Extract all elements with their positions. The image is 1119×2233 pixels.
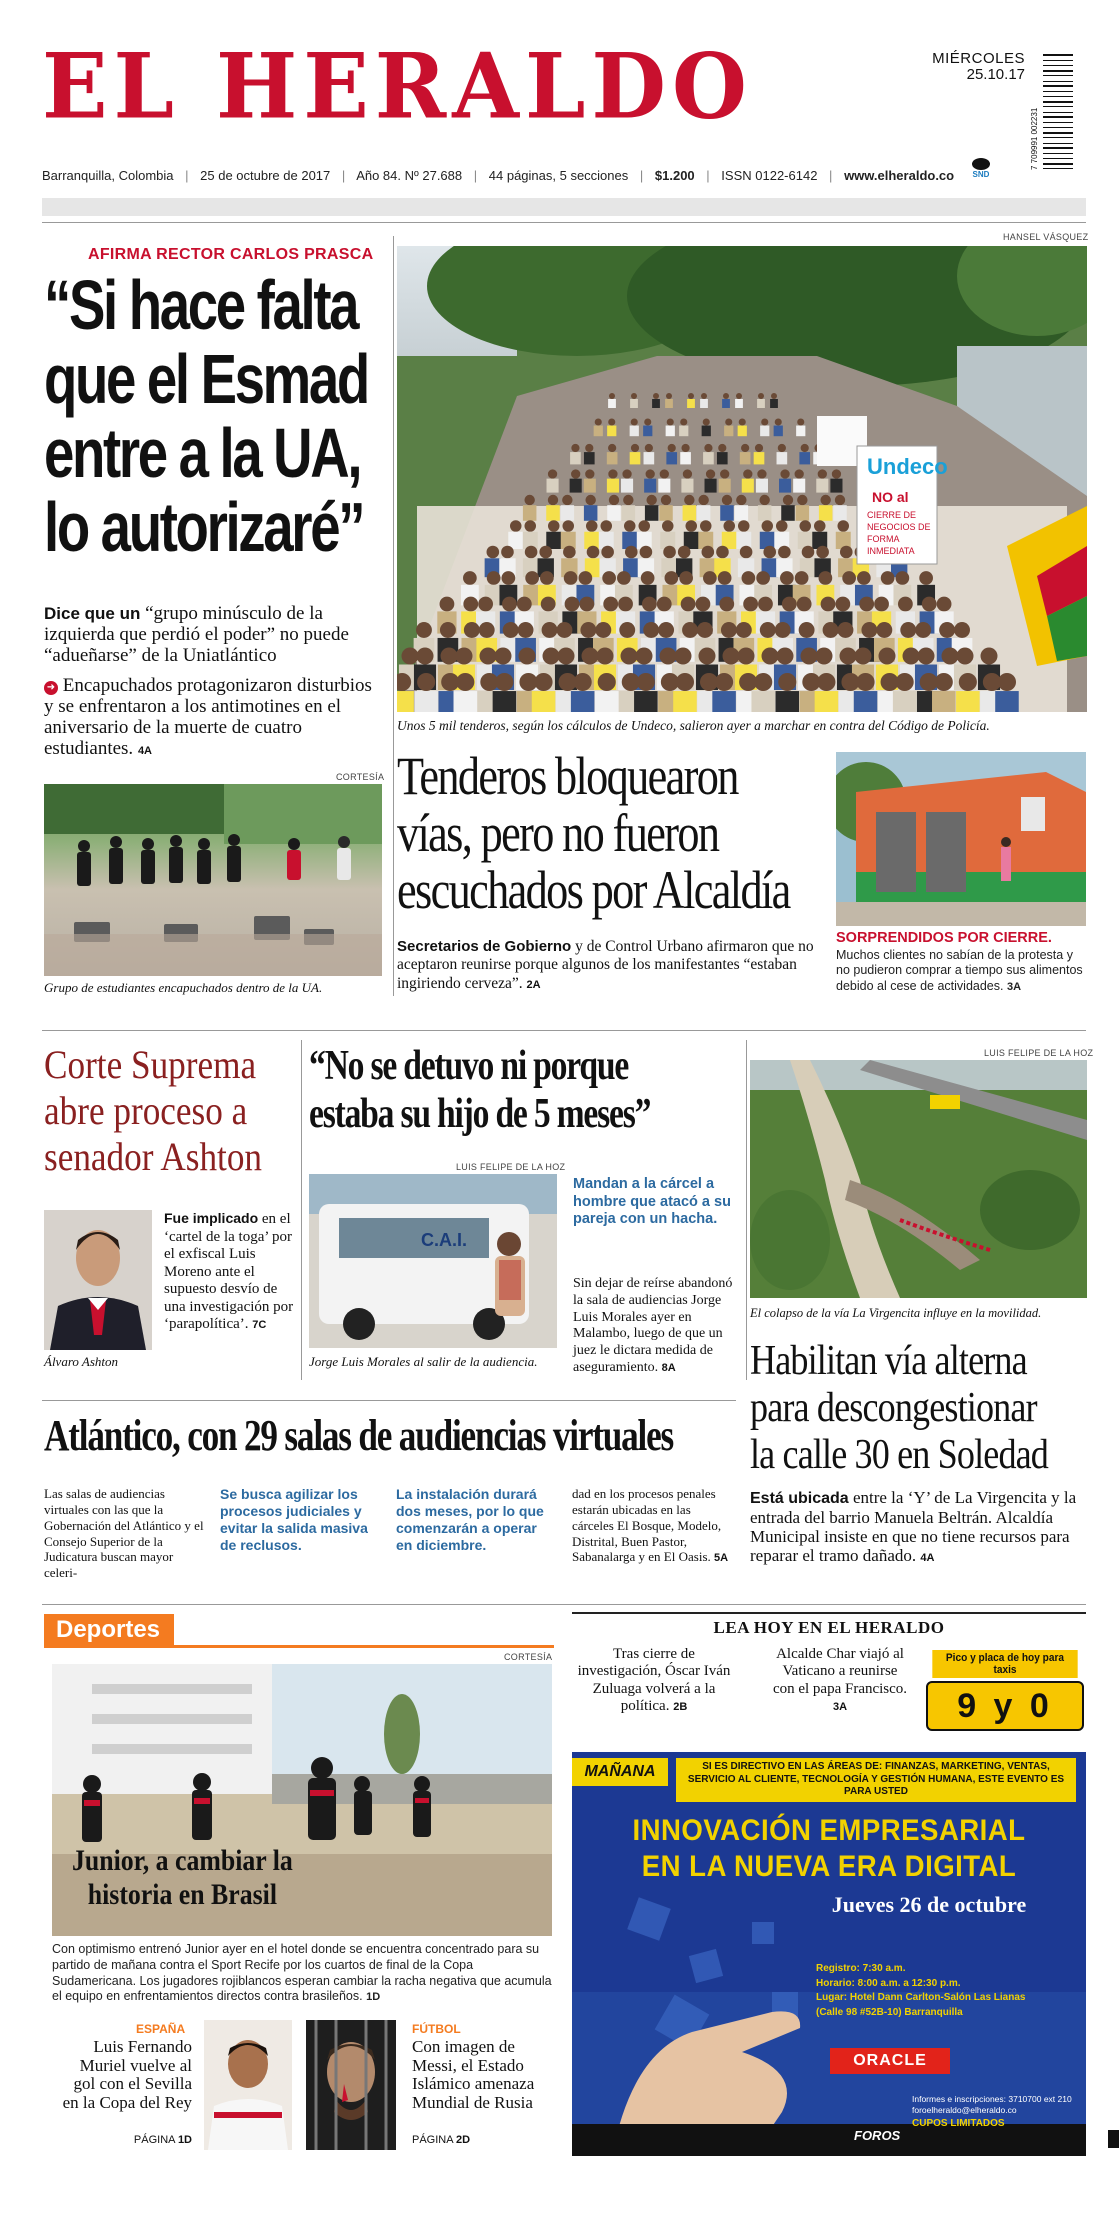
ad-footer-line-1: Informes e inscripciones: 3710700 ext 210: [912, 2094, 1072, 2104]
atlantico-headline: Atlántico, con 29 salas de audiencias virtuales: [44, 1411, 674, 1460]
lead-bullet: [44, 676, 384, 760]
lea-hoy-item-1-ref[interactable]: 2B: [673, 1700, 688, 1713]
snd-icon: [972, 158, 990, 170]
road-body: [750, 1488, 1088, 1565]
lead-headline-line-4: lo autorizaré”: [44, 488, 364, 566]
students-photo-credit: CORTESÍA: [336, 772, 385, 782]
red-arrow-icon: ➜: [44, 681, 58, 695]
morales-blue-summary: Mandan a la cárcel a hombre que atacó a su pareja con un hacha.: [573, 1176, 731, 1228]
messi-kicker: FÚTBOL: [412, 2022, 461, 2036]
barcode: [1043, 54, 1079, 177]
ashton-headline-line-3: senador Ashton: [44, 1134, 263, 1179]
info-year-number: Año 84. Nº 27.688: [356, 168, 463, 183]
road-page-ref[interactable]: 4A: [920, 1551, 935, 1564]
ad-foros-logo: FOROS: [854, 2128, 901, 2143]
mid-divider-2: [42, 1604, 1086, 1605]
lead-column-divider: [393, 236, 394, 996]
road-body-rest: entre la ‘Y’ de La Virgencita y la entrada del barrio Manuela Beltrán. Alcaldía Municipal insiste en que no tiene recursos para reparar el tramo dañado.: [750, 1488, 1077, 1565]
muriel-page: [54, 2134, 192, 2146]
march-photo-credit: HANSEL VÁSQUEZ: [1003, 232, 1089, 242]
march-headline-line-1: Tenderos bloquearon: [397, 746, 738, 806]
deportes-section-text: Deportes: [56, 1616, 161, 1643]
ashton-photo-caption: Álvaro Ashton: [44, 1354, 119, 1369]
lead-headline: [44, 268, 384, 564]
lead-deck-rest: “grupo minúsculo de la izquierda que perdió el poder” no puede “adueñarse” de la Uniatlántico: [44, 603, 349, 666]
masthead-gray-band: [42, 198, 1086, 216]
atlantico-col-4-text: dad en los procesos penales estarán ubicadas en las cárceles El Bosque, Modelo, Distrital, Buen Pastor, Sabanalarga y en El Oasis.: [572, 1486, 722, 1565]
junior-page-ref[interactable]: 1D: [366, 1991, 381, 2004]
info-date: 25 de octubre de 2017: [200, 168, 331, 183]
ashton-divider: [301, 1040, 302, 1380]
shop-page-ref[interactable]: 3A: [1006, 980, 1022, 993]
info-pages: 44 páginas, 5 secciones: [488, 168, 629, 183]
ad-manana-banner: MAÑANA: [572, 1758, 668, 1786]
road-headline: [750, 1338, 1110, 1479]
pico-placa-box: [926, 1650, 1084, 1725]
ad-title-1: INNOVACIÓN EMPRESARIAL: [632, 1814, 1026, 1847]
svg-text:FORMA: FORMA: [867, 534, 900, 544]
ad-details: [816, 1962, 1076, 2020]
info-issn: ISSN 0122-6142: [721, 168, 818, 183]
road-body-lead: Está ubicada: [750, 1490, 849, 1507]
muriel-page-label: PÁGINA: [133, 2134, 175, 2146]
lea-hoy-item-2-ref[interactable]: 3A: [832, 1700, 848, 1713]
masthead-weekday: MIÉRCOLES: [932, 50, 1025, 67]
ad-details-line-4: (Calle 98 #52B-10) Barranquilla: [816, 2006, 963, 2018]
road-headline-line-1: Habilitan vía alterna: [750, 1338, 1027, 1384]
morales-headline-line-2: estaba su hijo de 5 meses”: [309, 1091, 651, 1137]
morales-body-text: Sin dejar de reírse abandonó la sala de audiencias Jorge Luis Morales ayer en Malambo, luego de que un juez le dictara medida de aseguramiento.: [573, 1276, 733, 1375]
lead-bullet-text: Encapuchados protagonizaron disturbios y se enfrentaron a los antimotines en el aniversario de la muerte de cuatro estudiantes.: [44, 675, 372, 759]
ad-date: Jueves 26 de octubre: [831, 1892, 1027, 1917]
info-price: $1.200: [654, 168, 695, 183]
info-website[interactable]: www.elheraldo.co: [844, 168, 955, 183]
junior-photo: [52, 1664, 552, 1936]
morales-page-ref[interactable]: 8A: [661, 1361, 676, 1374]
road-photo: [750, 1060, 1087, 1298]
march-photo-caption: Unos 5 mil tenderos, según los cálculos de Undeco, salieron ayer a marchar en contra del Código de Policía.: [397, 718, 990, 733]
messi-photo: [306, 2020, 396, 2150]
morales-photo-credit: LUIS FELIPE DE LA HOZ: [456, 1162, 566, 1172]
ad-sponsor-logo: ORACLE: [830, 2048, 950, 2074]
mid-divider-1: [42, 1030, 1086, 1031]
march-page-ref[interactable]: 2A: [526, 978, 541, 991]
ad-title-2: EN LA NUEVA ERA DIGITAL: [641, 1850, 1017, 1883]
lea-hoy-item-1-text: Tras cierre de investigación, Óscar Iván Zuluaga volverá a la política.: [577, 1646, 731, 1714]
road-photo-credit: LUIS FELIPE DE LA HOZ: [984, 1048, 1094, 1058]
top-divider: [42, 222, 1086, 223]
ashton-photo: [44, 1210, 152, 1350]
march-body-rest: y de Control Urbano afirmaron que no aceptaron reunirse porque algunos de los manifestantes “estaban ingiriendo cerveza”.: [397, 938, 814, 992]
pico-placa-label: Pico y placa de hoy para taxis: [932, 1650, 1077, 1678]
lead-kicker: AFIRMA RECTOR CARLOS PRASCA: [88, 246, 374, 263]
junior-headline-line-1: Junior, a cambiar la: [72, 1844, 293, 1877]
deportes-section-label: [44, 1614, 174, 1646]
ashton-page-ref[interactable]: 7C: [252, 1319, 267, 1332]
atlantico-col-3: La instalación durará dos meses, por lo que comenzarán a operar en diciembre.: [396, 1486, 544, 1554]
junior-body-text: Con optimismo entrenó Junior ayer en el hotel donde se encuentra concentrado para su partido de mañana contra el Sport Recife por los cuartos de final de la Copa Sudamericana. Los jugadores rojiblancos esperan cambiar la racha negativa que acumula el equipo en enfrentamientos directos contra brasileños.: [52, 1942, 552, 2004]
messi-text[interactable]: Con imagen de Messi, el Estado Islámico amenaza Mundial de Rusia: [412, 2037, 535, 2113]
muriel-kicker: ESPAÑA: [136, 2022, 186, 2036]
road-headline-line-3: la calle 30 en Soledad: [750, 1432, 1049, 1478]
ad-footer: [912, 2094, 1082, 2130]
lead-headline-line-1: “Si hace falta: [44, 266, 358, 344]
messi-page: [412, 2134, 552, 2146]
lead-headline-line-2: que el Esmad: [44, 340, 368, 418]
atlantico-col-4: [572, 1486, 734, 1566]
lea-hoy-top-rule: [572, 1612, 1086, 1614]
students-photo-caption: Grupo de estudiantes encapuchados dentro de la UA.: [44, 980, 323, 995]
morales-photo-caption: Jorge Luis Morales al salir de la audiencia.: [309, 1354, 538, 1369]
march-headline-line-3: escuchados por Alcaldía: [397, 860, 790, 920]
messi-page-ref[interactable]: 2D: [456, 2134, 471, 2146]
junior-headline: [62, 1844, 362, 1912]
junior-body: [52, 1942, 552, 2005]
lead-deck-lead: Dice que un: [44, 604, 141, 623]
shop-text: [836, 948, 1088, 994]
ad-footer-line-2[interactable]: foroelheraldo@elheraldo.co: [912, 2105, 1017, 2116]
van-text: C.A.I.: [421, 1230, 468, 1250]
morales-headline-line-1: “No se detuvo ni porque: [309, 1043, 629, 1089]
lea-hoy-item-2-text: Alcalde Char viajó al Vaticano a reunirse con el papa Francisco.: [772, 1646, 908, 1697]
lea-hoy-item-2[interactable]: [770, 1646, 910, 1715]
snd-logo: [966, 158, 996, 179]
snd-label: SND: [972, 170, 990, 179]
barcode-number: 7 709991 002231: [1030, 107, 1039, 170]
shop-photo: [836, 752, 1086, 926]
lea-hoy-title: LEA HOY EN EL HERALDO: [713, 1618, 945, 1637]
ashton-headline: [44, 1042, 304, 1180]
undeco-sign-logo: Undeco: [867, 454, 948, 479]
ad-footer-line-3: CUPOS LIMITADOS: [912, 2117, 1005, 2129]
march-headline: [397, 748, 827, 919]
atlantico-col-2: Se busca agilizar los procesos judiciales y evitar la salida masiva de reclusos.: [220, 1486, 368, 1554]
ad-details-line-2: Horario: 8:00 a.m. a 12:30 p.m.: [816, 1977, 961, 1989]
students-photo: [44, 784, 382, 976]
svg-text:NEGOCIOS DE: NEGOCIOS DE: [867, 522, 931, 532]
event-ad[interactable]: [572, 1752, 1086, 2156]
junior-photo-credit: CORTESÍA: [504, 1652, 553, 1662]
ashton-headline-line-2: abre proceso a: [44, 1088, 248, 1133]
atlantico-col-1: Las salas de audiencias virtuales con las que la Gobernación del Atlántico y el Consejo Superior de la Judicatura buscan mayor celeri-: [44, 1486, 204, 1581]
info-city: Barranquilla, Colombia: [42, 168, 174, 183]
march-body-lead: Secretarios de Gobierno: [397, 938, 572, 955]
messi-page-label: PÁGINA: [412, 2134, 453, 2146]
page-corner-mark: [1108, 2130, 1119, 2148]
muriel-page-ref[interactable]: 1D: [177, 2134, 192, 2146]
ashton-body-lead: Fue implicado: [164, 1210, 259, 1226]
lead-page-ref[interactable]: 4A: [137, 744, 152, 757]
muriel-text[interactable]: Luis Fernando Muriel vuelve al gol con el Sevilla en la Copa del Rey: [62, 2037, 192, 2113]
march-headline-line-2: vías, pero no fueron: [397, 803, 719, 863]
ashton-headline-line-1: Corte Suprema: [44, 1042, 257, 1087]
pico-placa-value: 9 y 0: [926, 1681, 1084, 1731]
morales-photo: [309, 1174, 557, 1348]
ashton-body-rest: en el ‘cartel de la toga’ por el exfiscal Luis Moreno ante el supuesto desvío de una investigación por ‘parapolítica’.: [164, 1211, 294, 1333]
lead-headline-line-3: entre a la UA,: [44, 414, 361, 492]
march-photo: [397, 246, 1087, 712]
lead-deck: [44, 604, 384, 667]
masthead-short-date: 25.10.17: [966, 66, 1025, 83]
svg-text:INMEDIATA: INMEDIATA: [867, 546, 915, 556]
road-headline-line-2: para descongestionar: [750, 1385, 1037, 1431]
road-photo-caption: El colapso de la vía La Virgencita influye en la movilidad.: [750, 1306, 1042, 1320]
morales-headline: [309, 1042, 749, 1138]
lea-hoy-item-1[interactable]: [576, 1646, 732, 1715]
ashton-body: [164, 1210, 296, 1334]
morales-divider: [746, 1040, 747, 1380]
ad-details-line-3: Lugar: Hotel Dann Carlton-Salón Las Lianas: [816, 1992, 1026, 2003]
march-body: [397, 938, 822, 993]
svg-text:CIERRE DE: CIERRE DE: [867, 510, 917, 520]
ad-details-line-1: Registro: 7:30 a.m.: [816, 1963, 906, 1974]
masthead: [0, 0, 1119, 200]
svg-text:NO al: NO al: [872, 489, 909, 505]
atlantico-page-ref[interactable]: 5A: [714, 1552, 729, 1565]
muriel-photo: [204, 2020, 292, 2150]
masthead-logo: EL HERALDO: [42, 33, 753, 140]
masthead-info-bar: Barranquilla, Colombia | 25 de octubre de 2017 | Año 84. Nº 27.688 | 44 páginas, 5 secciones | $1.200 | ISSN 0122-6142 | www.elheraldo.co: [42, 168, 955, 183]
shop-text-body: Muchos clientes no sabían de la protesta y no pudieron comprar a tiempo sus alimentos debido al cese de actividades.: [836, 948, 1083, 993]
atlantico-top-rule: [42, 1400, 736, 1401]
ad-top-text: SI ES DIRECTIVO EN LAS ÁREAS DE: FINANZAS, MARKETING, VENTAS, SERVICIO AL CLIENTE, TECNOLOGÍA Y GESTIÓN HUMANA, ESTE EVENTO ES PARA USTED: [676, 1758, 1076, 1802]
junior-headline-line-2: historia en Brasil: [87, 1878, 277, 1911]
morales-body: [573, 1276, 741, 1377]
deportes-section-rule: [44, 1645, 554, 1648]
shop-kicker: SORPRENDIDOS POR CIERRE.: [836, 930, 1052, 946]
